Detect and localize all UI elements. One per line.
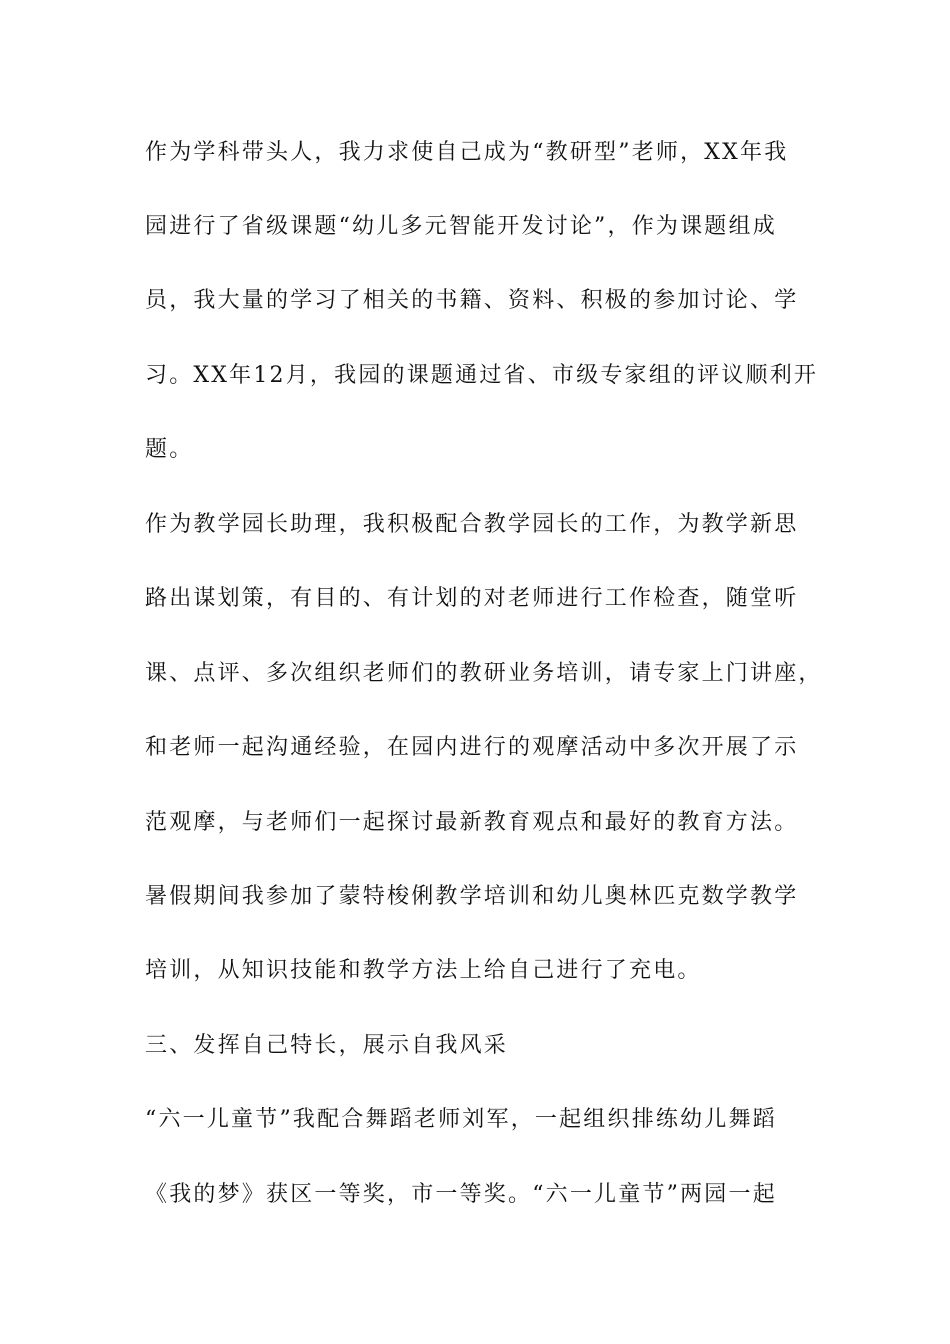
text-line-15: 《我的梦》获区一等奖，市一等奖。“六一儿童节”两园一起	[145, 1182, 777, 1207]
text-line-11: 暑假期间我参加了蒙特梭俐教学培训和幼儿奥林匹克数学教学	[145, 884, 799, 909]
text-line-12: 培训，从知识技能和教学方法上给自己进行了充电。	[145, 958, 702, 983]
text-line-6: 作为教学园长助理，我积极配合教学园长的工作，为教学新思	[145, 512, 799, 537]
text-line-8: 课、点评、多次组织老师们的教研业务培训，请专家上门讲座，	[145, 661, 823, 686]
text-line-5: 题。	[145, 437, 194, 462]
text-line-2: 园进行了省级课题“幼儿多元智能开发讨论”，作为课题组成	[145, 214, 777, 239]
text-line-10: 范观摩，与老师们一起探讨最新教育观点和最好的教育方法。	[145, 810, 799, 835]
text-line-3: 员，我大量的学习了相关的书籍、资料、积极的参加讨论、学	[145, 288, 799, 313]
section-heading: 三、发挥自己特长，展示自我风采	[145, 1033, 509, 1058]
text-line-1: 作为学科带头人，我力求使自己成为“教研型”老师，XX年我	[145, 140, 789, 165]
text-line-7: 路出谋划策，有目的、有计划的对老师进行工作检查，随堂听	[145, 586, 799, 611]
text-line-14: “六一儿童节”我配合舞蹈老师刘军，一起组织排练幼儿舞蹈	[145, 1107, 777, 1132]
text-line-9: 和老师一起沟通经验，在园内进行的观摩活动中多次开展了示	[145, 735, 799, 760]
text-line-4: 习。XX年12月，我园的课题通过省、市级专家组的评议顺利开	[145, 363, 819, 388]
